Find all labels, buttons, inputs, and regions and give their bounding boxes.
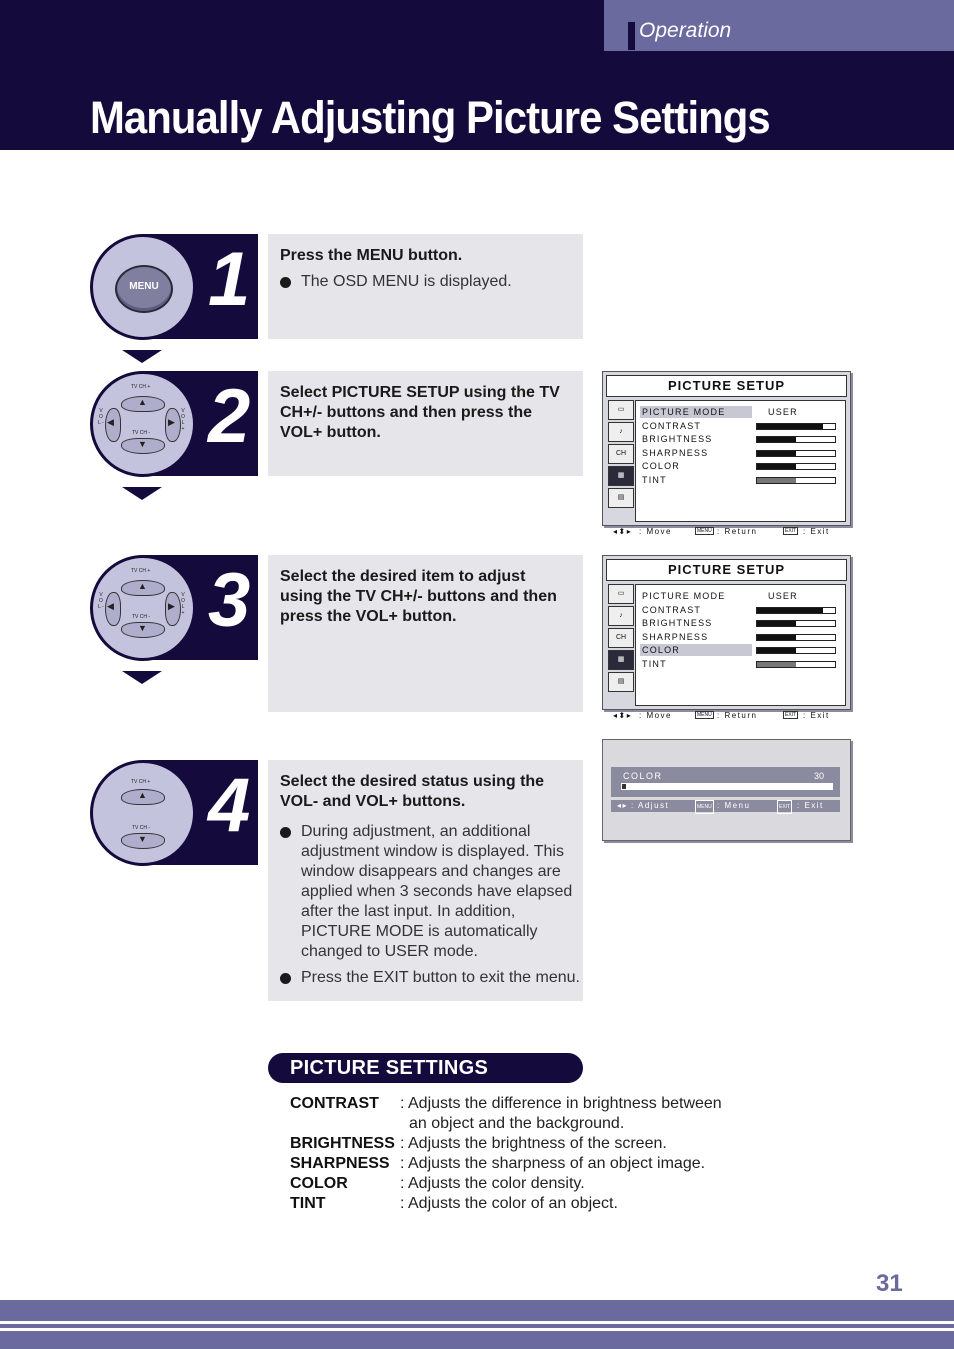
bullet-icon <box>280 277 291 288</box>
osd-icon-column <box>606 584 634 706</box>
osd-picture-setup-color-selected: PICTURE SETUP ▭ ♪ CH ▦ ▤ PICTURE MODE USER CONTRAST BRIGHTNESS SHARPNESS COLOR TINT ◂⬍▸ : Move MENU : Return EXIT : Exit <box>602 555 851 710</box>
tv-icon: ▭ <box>608 400 634 420</box>
osd-adjust-window <box>602 739 851 841</box>
page-number: 31 <box>876 1270 903 1297</box>
step-1-badge <box>90 234 258 340</box>
osd-item-sharpness[interactable]: SHARPNESS <box>640 631 840 643</box>
picture-settings-definitions <box>290 1094 790 1214</box>
menu-button-icon: MENU <box>115 265 173 313</box>
remote-dpad-icon: TV CH + ▲ ◀ ▶ TV CH - ▼ V O L - V O L + <box>101 568 185 648</box>
footer-bar <box>0 1331 954 1349</box>
adjust-label: COLOR <box>623 771 663 781</box>
setup-icon: ▤ <box>608 488 634 508</box>
step-1-box <box>268 234 583 339</box>
step-3-number: 3 <box>208 558 251 643</box>
bullet-icon <box>280 973 291 984</box>
osd-item-brightness[interactable]: BRIGHTNESS <box>640 433 840 445</box>
definition-color: COLOR : Adjusts the color density. <box>290 1175 585 1192</box>
adjust-slider-panel <box>611 767 840 797</box>
step-2-badge <box>90 371 258 477</box>
step-4-bullet: During adjustment, an additional adjustment window is displayed. This window disappears and changes are applied when 3 seconds have elapsed after the last input. In addition, PICTURE MODE is automatically changed to USER mode. <box>280 822 583 962</box>
step-3-icon-circle <box>90 555 196 661</box>
osd-item-contrast[interactable]: CONTRAST <box>640 420 840 432</box>
step-3-badge <box>90 555 258 661</box>
page-title: Manually Adjusting Picture Settings <box>90 92 770 143</box>
channel-icon: CH <box>608 444 634 464</box>
timer-icon: ▦ <box>608 650 634 670</box>
remote-ch-buttons-icon: TV CH + ▲ TV CH - ▼ <box>101 773 185 853</box>
osd-item-panel <box>635 584 846 706</box>
step-4-number: 4 <box>208 763 251 848</box>
adjust-footer: ◂▸ : Adjust MENU : Menu EXIT : Exit <box>611 800 840 812</box>
osd-item-picture-mode[interactable]: PICTURE MODE USER <box>642 407 798 417</box>
definition-sharpness: SHARPNESS : Adjusts the sharpness of an object image. <box>290 1155 706 1172</box>
definition-contrast: CONTRAST : Adjusts the difference in brightness between an object and the background. <box>290 1095 722 1132</box>
step-arrow-down-icon <box>122 671 162 684</box>
footer-line <box>0 1324 954 1328</box>
definition-brightness: BRIGHTNESS : Adjusts the brightness of the screen. <box>290 1135 667 1152</box>
step-4-badge <box>90 760 258 866</box>
footer-bar <box>0 1300 954 1321</box>
section-tab-marker <box>628 22 635 50</box>
step-2-title: Select PICTURE SETUP using the TV CH+/- buttons and then press the VOL+ button. <box>280 384 560 441</box>
setup-icon: ▤ <box>608 672 634 692</box>
osd-item-sharpness[interactable]: SHARPNESS <box>640 447 840 459</box>
step-4-icon-circle <box>90 760 196 866</box>
osd-item-brightness[interactable]: BRIGHTNESS <box>640 617 840 629</box>
osd-item-picture-mode[interactable]: PICTURE MODE USER <box>642 591 798 601</box>
step-4-box <box>268 760 583 1001</box>
step-arrow-down-icon <box>122 487 162 500</box>
adjust-value: 30 <box>813 771 824 781</box>
page-header <box>0 0 954 150</box>
step-1-icon-circle <box>90 234 196 340</box>
remote-dpad-icon: TV CH + ▲ ◀ ▶ TV CH - ▼ V O L - V O L + <box>101 384 185 464</box>
step-2-number: 2 <box>208 374 251 459</box>
osd-picture-setup: PICTURE SETUP ▭ ♪ CH ▦ ▤ PICTURE MODE USER CONTRAST BRIGHTNESS SHARPNESS COLOR TINT ◂⬍▸ : Move MENU : Return EXIT : Exit <box>602 371 851 526</box>
osd-item-tint[interactable]: TINT <box>640 658 840 670</box>
osd-item-color[interactable]: COLOR <box>640 644 840 656</box>
sound-icon: ♪ <box>608 606 634 626</box>
step-1-bullet: The OSD MENU is displayed. <box>280 272 583 292</box>
step-2-icon-circle <box>90 371 196 477</box>
osd-item-panel <box>635 400 846 522</box>
section-label: Operation <box>639 19 732 42</box>
osd-title: PICTURE SETUP <box>606 559 847 581</box>
adjust-slider[interactable] <box>621 783 833 790</box>
step-2-box <box>268 371 583 476</box>
osd-item-contrast[interactable]: CONTRAST <box>640 604 840 616</box>
step-1-title: Press the MENU button. <box>280 247 463 264</box>
channel-icon: CH <box>608 628 634 648</box>
definition-tint: TINT : Adjusts the color of an object. <box>290 1195 618 1212</box>
timer-icon: ▦ <box>608 466 634 486</box>
step-3-title: Select the desired item to adjust using the TV CH+/- buttons and then press the VOL+ button. <box>280 568 557 625</box>
step-3-box <box>268 555 583 712</box>
osd-title: PICTURE SETUP <box>606 375 847 397</box>
osd-item-color[interactable]: COLOR <box>640 460 840 472</box>
step-1-number: 1 <box>208 237 251 322</box>
osd-icon-column <box>606 400 634 522</box>
osd-item-tint[interactable]: TINT <box>640 474 840 486</box>
bullet-icon <box>280 827 291 838</box>
picture-settings-heading: PICTURE SETTINGS <box>268 1053 583 1083</box>
step-arrow-down-icon <box>122 350 162 363</box>
sound-icon: ♪ <box>608 422 634 442</box>
tv-icon: ▭ <box>608 584 634 604</box>
step-4-bullet: Press the EXIT button to exit the menu. <box>280 968 583 988</box>
step-4-title: Select the desired status using the VOL- and VOL+ buttons. <box>280 773 545 810</box>
section-tab <box>604 0 954 51</box>
